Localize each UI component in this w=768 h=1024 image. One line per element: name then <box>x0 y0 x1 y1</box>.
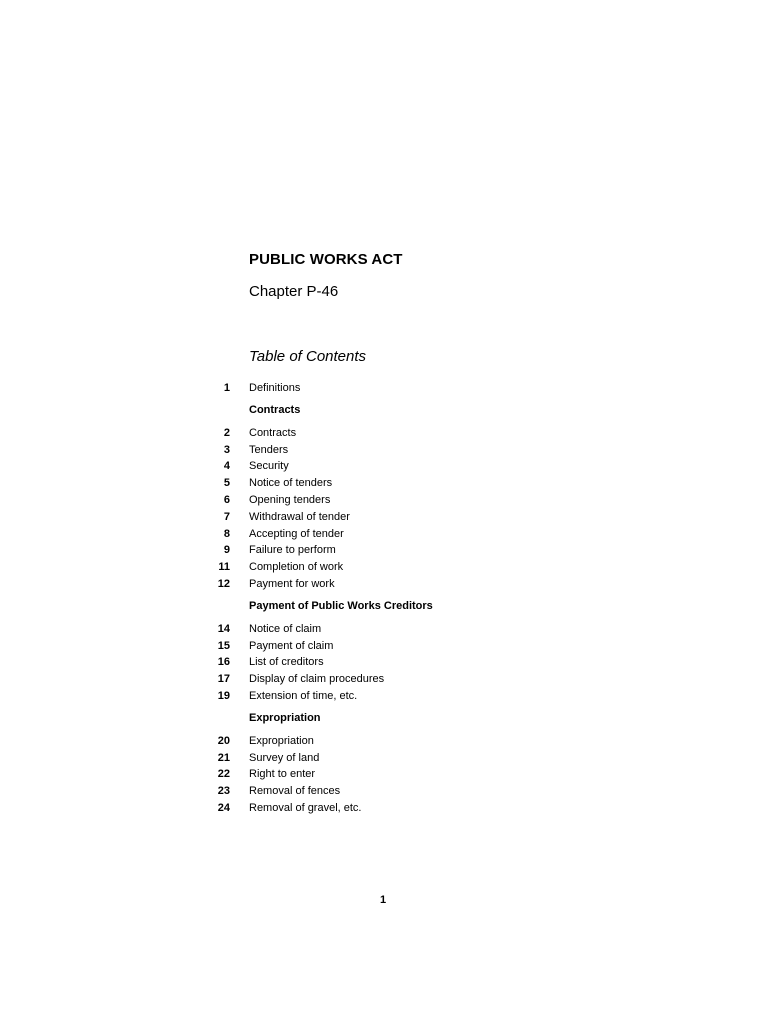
toc-entry-label: Survey of land <box>249 751 320 764</box>
toc-entry-number: 7 <box>223 510 230 523</box>
toc-entry <box>0 475 768 492</box>
toc-entry <box>0 509 768 526</box>
toc-entry <box>0 542 768 559</box>
toc-entry-label: Extension of time, etc. <box>249 689 358 702</box>
toc-entry-label: Opening tenders <box>249 493 331 506</box>
toc-entry-number: 6 <box>223 493 230 506</box>
toc-entry-label: Notice of claim <box>249 622 322 635</box>
toc-entry-number: 20 <box>217 734 230 747</box>
toc-entry <box>0 621 768 638</box>
toc-entry-number: 12 <box>217 577 230 590</box>
toc-entry <box>0 750 768 767</box>
toc-entry-label: Contracts <box>249 426 297 439</box>
toc-entry <box>0 766 768 783</box>
toc-entry-number: 14 <box>217 622 230 635</box>
toc-entry-number: 9 <box>223 544 230 557</box>
toc-entry <box>0 380 768 397</box>
toc-entry-label: Expropriation <box>249 734 314 747</box>
toc-entry-number: 21 <box>217 751 230 764</box>
toc-entry <box>0 688 768 705</box>
toc-heading: Table of Contents <box>249 348 367 365</box>
toc-section-heading: Contracts <box>249 403 301 416</box>
toc-entry <box>0 576 768 593</box>
toc-entry <box>0 442 768 459</box>
toc-entry-number: 15 <box>217 639 230 652</box>
toc-entry <box>0 458 768 475</box>
toc-entry <box>0 526 768 543</box>
toc-entry-number: 17 <box>217 673 230 686</box>
toc-section-heading: Expropriation <box>249 711 321 724</box>
toc-entry-number: 8 <box>223 527 230 540</box>
toc-entry <box>0 559 768 576</box>
toc-entry <box>0 654 768 671</box>
toc-entry-label: Payment of claim <box>249 639 334 652</box>
toc-entry-label: List of creditors <box>249 656 324 669</box>
toc-entry-number: 16 <box>217 656 230 669</box>
toc-entry-label: Right to enter <box>249 768 316 781</box>
toc-entry-label: Payment for work <box>249 577 335 590</box>
toc-entry-label: Security <box>249 460 289 473</box>
toc-entry-label: Notice of tenders <box>249 477 333 490</box>
toc-entry-number: 2 <box>223 426 230 439</box>
toc-entry-label: Failure to perform <box>249 544 336 557</box>
toc-entry <box>0 783 768 800</box>
toc-entry-number: 1 <box>223 382 230 394</box>
toc-entry <box>0 492 768 509</box>
toc-section-heading: Payment of Public Works Creditors <box>249 599 433 612</box>
toc-entry-number: 23 <box>217 785 230 798</box>
toc-entry-label: Display of claim procedures <box>249 673 385 686</box>
toc-entry-number: 19 <box>217 689 230 702</box>
toc-entry-label: Tenders <box>249 443 289 456</box>
toc-entry-label: Definitions <box>249 382 301 394</box>
toc-entry-number: 22 <box>217 768 230 781</box>
page-number: 1 <box>379 894 387 906</box>
toc-entry-label: Accepting of tender <box>249 527 344 540</box>
chapter-number: Chapter P-46 <box>249 283 339 300</box>
toc-entry <box>0 638 768 655</box>
toc-entry <box>0 800 768 817</box>
toc-entry-label: Completion of work <box>249 561 344 574</box>
toc-entry <box>0 671 768 688</box>
toc-entry <box>0 425 768 442</box>
toc-entry-label: Withdrawal of tender <box>249 510 350 523</box>
toc-entry-number: 11 <box>218 561 230 574</box>
toc-entry-label: Removal of gravel, etc. <box>249 801 362 814</box>
toc-entry-number: 3 <box>223 443 230 456</box>
toc-entry-number: 24 <box>217 801 230 814</box>
toc-entry-label: Removal of fences <box>249 785 341 798</box>
document-title: PUBLIC WORKS ACT <box>249 251 403 268</box>
table-of-contents <box>0 380 768 817</box>
toc-entry <box>0 733 768 750</box>
toc-entry-number: 4 <box>223 460 230 473</box>
toc-entry-number: 5 <box>223 477 230 490</box>
